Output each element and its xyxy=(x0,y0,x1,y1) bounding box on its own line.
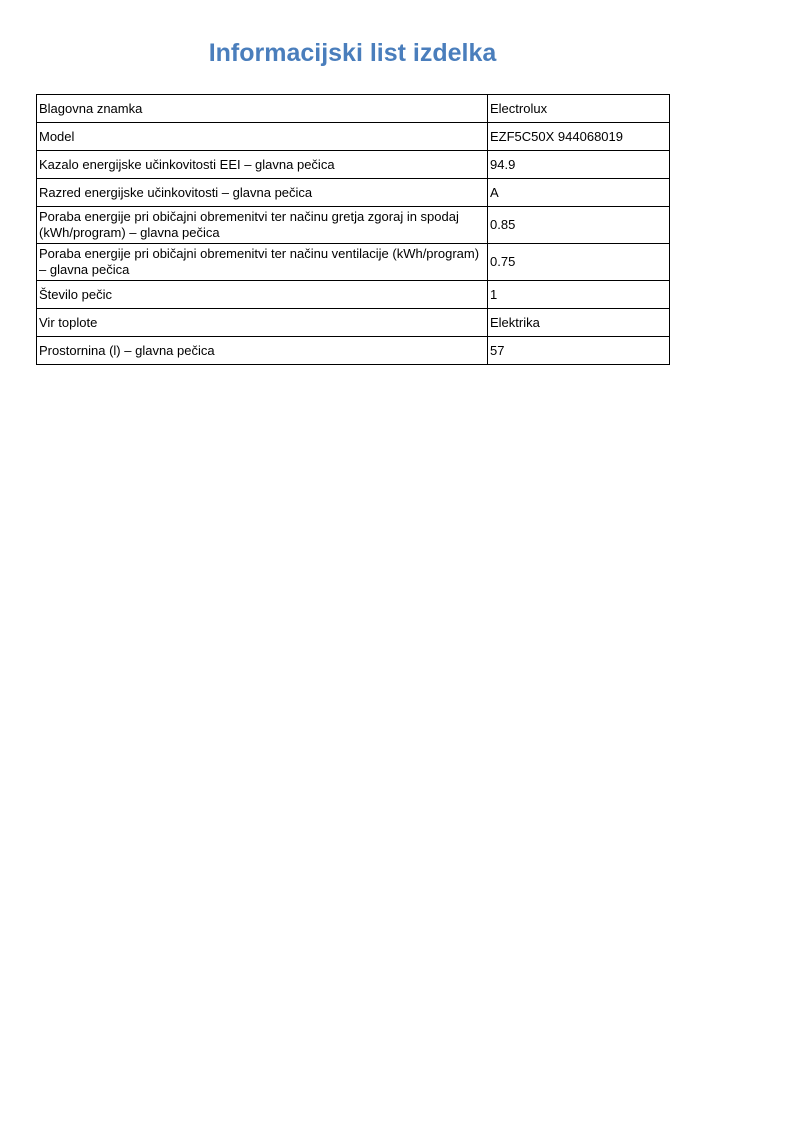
row-value: Electrolux xyxy=(488,95,670,123)
product-info-table xyxy=(36,94,670,365)
row-value: Elektrika xyxy=(488,309,670,337)
row-label: Prostornina (l) – glavna pečica xyxy=(37,337,488,365)
table-row xyxy=(37,337,670,365)
table-row xyxy=(37,281,670,309)
row-value: 57 xyxy=(488,337,670,365)
row-value: 0.75 xyxy=(488,244,670,281)
table-row xyxy=(37,123,670,151)
table-row xyxy=(37,151,670,179)
content-area xyxy=(36,0,669,365)
table-row xyxy=(37,244,670,281)
row-label: Vir toplote xyxy=(37,309,488,337)
row-label: Blagovna znamka xyxy=(37,95,488,123)
row-label: Število pečic xyxy=(37,281,488,309)
row-label: Razred energijske učinkovitosti – glavna pečica xyxy=(37,179,488,207)
table-row xyxy=(37,207,670,244)
table-row xyxy=(37,95,670,123)
row-value: EZF5C50X 944068019 xyxy=(488,123,670,151)
row-value: 94.9 xyxy=(488,151,670,179)
row-label: Model xyxy=(37,123,488,151)
row-value: A xyxy=(488,179,670,207)
table-row xyxy=(37,179,670,207)
product-info-table-body xyxy=(37,95,670,365)
row-value: 1 xyxy=(488,281,670,309)
table-row xyxy=(37,309,670,337)
page-title: Informacijski list izdelka xyxy=(208,39,497,67)
row-label: Kazalo energijske učinkovitosti EEI – glavna pečica xyxy=(37,151,488,179)
row-label: Poraba energije pri običajni obremenitvi ter načinu gretja zgoraj in spodaj (kWh/program) – glavna pečica xyxy=(37,207,488,244)
row-value: 0.85 xyxy=(488,207,670,244)
row-label: Poraba energije pri običajni obremenitvi ter načinu ventilacije (kWh/program) – glavna pečica xyxy=(37,244,488,281)
